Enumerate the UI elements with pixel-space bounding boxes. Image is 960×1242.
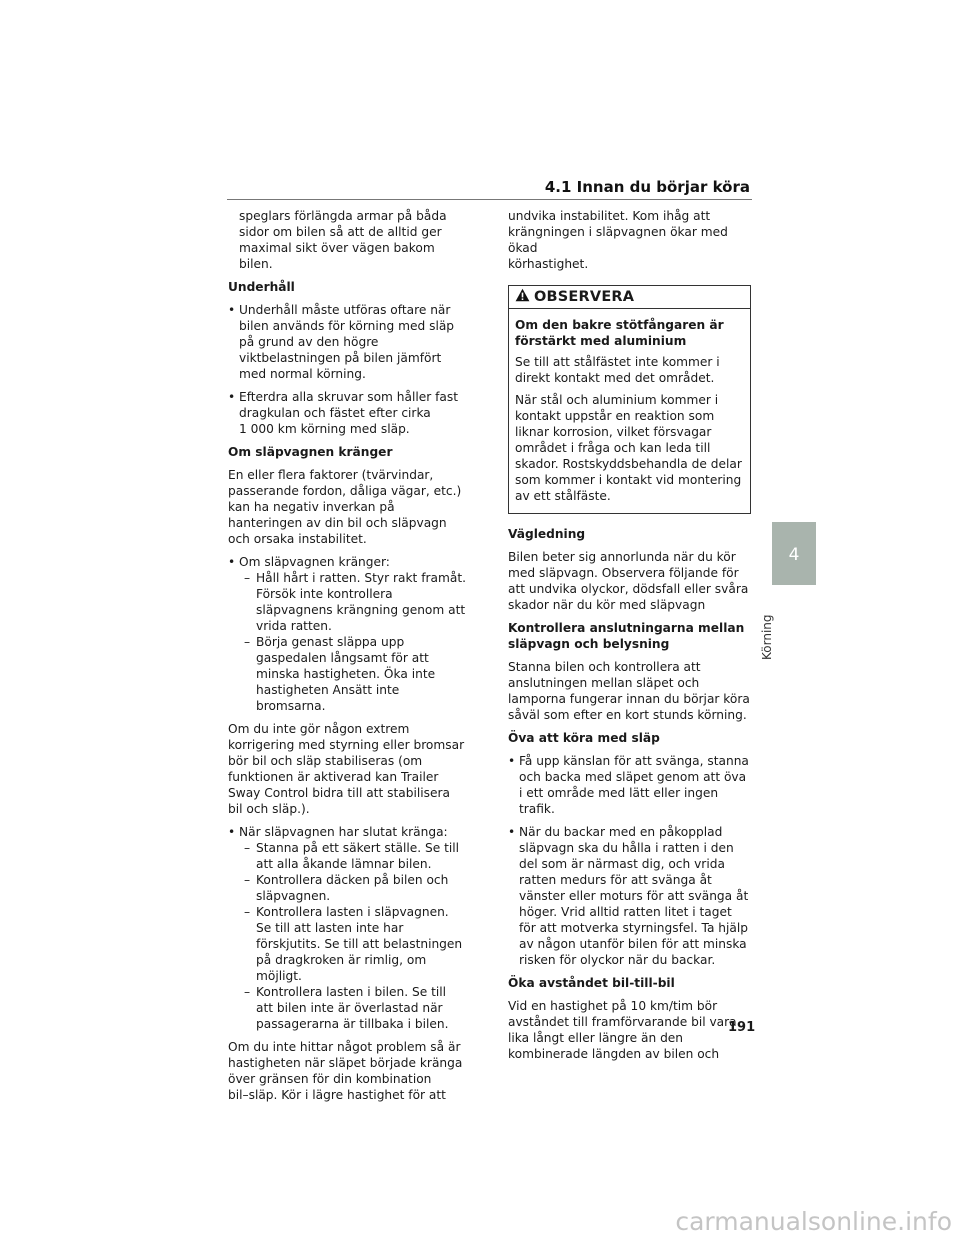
- final-line: över gränsen för din kombination: [228, 1072, 432, 1086]
- continuation-paragraph: [508, 208, 751, 272]
- continuation-line: körhastighet.: [508, 257, 589, 271]
- connections-heading-line: släpvagn och belysning: [508, 637, 670, 651]
- distance-line: lika långt eller längre än den: [508, 1031, 684, 1045]
- practice-bullet: • När du backar med en påkopplad släpvagn ska du hålla i ratten i den del som är närmast dig, och vrida ratten medurs för att svänga åt vänster eller moturs för att svänga åt höger. Vrid alltid ratten litet i taget för att motverka styrningsfel. Ta hjälp av någon utanför bilen för att minska risken för olyckor när du backar.: [508, 824, 751, 968]
- maintenance-bullet: [228, 389, 466, 437]
- right-column: [508, 208, 751, 1069]
- distance-heading: Öka avståndet bil-till-bil: [508, 976, 675, 990]
- chapter-tab-number: 4: [788, 545, 800, 565]
- page-number: 191: [728, 1020, 756, 1035]
- intro-line: speglars förlängda armar på båda: [239, 209, 447, 223]
- connections-heading-line: Kontrollera anslutningarna mellan: [508, 621, 745, 635]
- header-rule: [227, 199, 752, 200]
- notice-heading-line: Om den bakre stötfångaren är: [515, 318, 724, 332]
- distance-line: kombinerade längden av bilen och: [508, 1047, 720, 1061]
- continuation-line: krängningen i släpvagnen ökar med ökad: [508, 225, 728, 255]
- maintenance-bullet: • Underhåll måste utföras oftare när bilen används för körning med släp på grund av den högre viktbelastningen på bilen jämfört med normal körning.: [228, 302, 466, 382]
- distance-line: Vid en hastighet på 10 km/tim bör: [508, 999, 718, 1013]
- distance-line: avståndet till framförvarande bil vara: [508, 1015, 737, 1029]
- stopped-bullet: [228, 824, 466, 1032]
- section-header-title: 4.1 Innan du börjar köra: [544, 178, 750, 196]
- sway-bullet: [228, 554, 466, 714]
- notice-heading-line: förstärkt med aluminium: [515, 334, 687, 348]
- connections-heading: [508, 620, 751, 652]
- notice-paragraph: Se till att stålfästet inte kommer i direkt kontakt med det området.: [515, 355, 720, 385]
- correction-paragraph: Om du inte gör någon extrem korrigering med styrning eller bromsar bör bil och släp stabiliseras (om funktionen är aktiverad kan Trailer Sway Control bidra till att stabilisera bil och släp.).: [228, 722, 465, 816]
- left-column: [228, 208, 466, 1110]
- practice-bullet: • Få upp känslan för att svänga, stanna och backa med släpet genom att öva i ett område med lätt eller ingen trafik.: [508, 753, 751, 817]
- sway-bullet-lead: • Om släpvagnen kränger:: [239, 555, 390, 569]
- bullet-line: Efterdra alla skruvar som håller fast: [239, 390, 459, 404]
- watermark: carmanualsonline.info: [675, 1207, 952, 1236]
- final-line: bil–släp. Kör i lägre hastighet för att: [228, 1088, 446, 1102]
- stopped-bullet-lead: • När släpvagnen har slutat kränga:: [239, 825, 448, 839]
- notice-header: [509, 286, 750, 309]
- stopped-dash-item: – Stanna på ett säkert ställe. Se till att alla åkande lämnar bilen.: [244, 840, 466, 872]
- bullet-line: 1 000 km körning med släp.: [239, 422, 410, 436]
- stopped-dash-item: – Kontrollera lasten i bilen. Se till att bilen inte är överlastad när passagerarna är tillbaka i bilen.: [244, 984, 466, 1032]
- final-paragraph: [228, 1039, 466, 1103]
- sway-dash-item: – Håll hårt i ratten. Styr rakt framåt. Försök inte kontrollera släpvagnens krängning genom att vrida ratten.: [244, 570, 466, 634]
- notice-heading: [515, 317, 744, 349]
- practice-heading: Öva att köra med släp: [508, 731, 660, 745]
- guidance-paragraph: Bilen beter sig annorlunda när du kör med släpvagn. Observera följande för att undvika olyckor, dödsfall eller svåra skador när du kör med släpvagn: [508, 550, 749, 612]
- final-line: Om du inte hittar något problem så är: [228, 1040, 461, 1054]
- stopped-dash-item: – Kontrollera lasten i släpvagnen. Se till att lasten inte har förskjutits. Se till att belastningen på dragkroken är rimlig, om möjligt.: [244, 904, 466, 984]
- guidance-heading: Vägledning: [508, 527, 586, 541]
- notice-box: [508, 285, 751, 514]
- sway-heading: Om släpvagnen kränger: [228, 445, 393, 459]
- sway-paragraph: En eller flera faktorer (tvärvindar, passerande fordon, dåliga vägar, etc.) kan ha negativ inverkan på hanteringen av din bil och släpvagn och orsaka instabilitet.: [228, 468, 462, 546]
- bullet-line: dragkulan och fästet efter cirka: [239, 406, 431, 420]
- continuation-line: undvika instabilitet. Kom ihåg att: [508, 209, 711, 223]
- sway-dash-item: – Börja genast släppa upp gaspedalen långsamt för att minska hastigheten. Öka inte hastigheten Ansätt inte bromsarna.: [244, 634, 466, 714]
- connections-paragraph: Stanna bilen och kontrollera att anslutningen mellan släpet och lamporna fungerar innan du börjar köra såväl som efter en kort stunds körning.: [508, 660, 750, 722]
- intro-line: maximal sikt över vägen bakom bilen.: [239, 241, 435, 271]
- chapter-tab-label: Körning: [760, 614, 774, 660]
- intro-line: sidor om bilen så att de alltid ger: [239, 225, 442, 239]
- stopped-dash-item: – Kontrollera däcken på bilen och släpvagnen.: [244, 872, 466, 904]
- notice-paragraph: När stål och aluminium kommer i kontakt uppstår en reaktion som liknar korrosion, vilket försvagar området i fråga och kan leda till skador. Rostskyddsbehandla de delar som kommer i kontakt vid montering av ett stålfäste.: [515, 393, 742, 503]
- intro-paragraph: [228, 208, 466, 272]
- maintenance-heading: Underhåll: [228, 280, 295, 294]
- warning-triangle-icon: [515, 288, 530, 306]
- distance-paragraph: [508, 998, 751, 1062]
- notice-body: [509, 309, 750, 513]
- notice-title: OBSERVERA: [534, 289, 635, 305]
- final-line: hastigheten när släpet började kränga: [228, 1056, 463, 1070]
